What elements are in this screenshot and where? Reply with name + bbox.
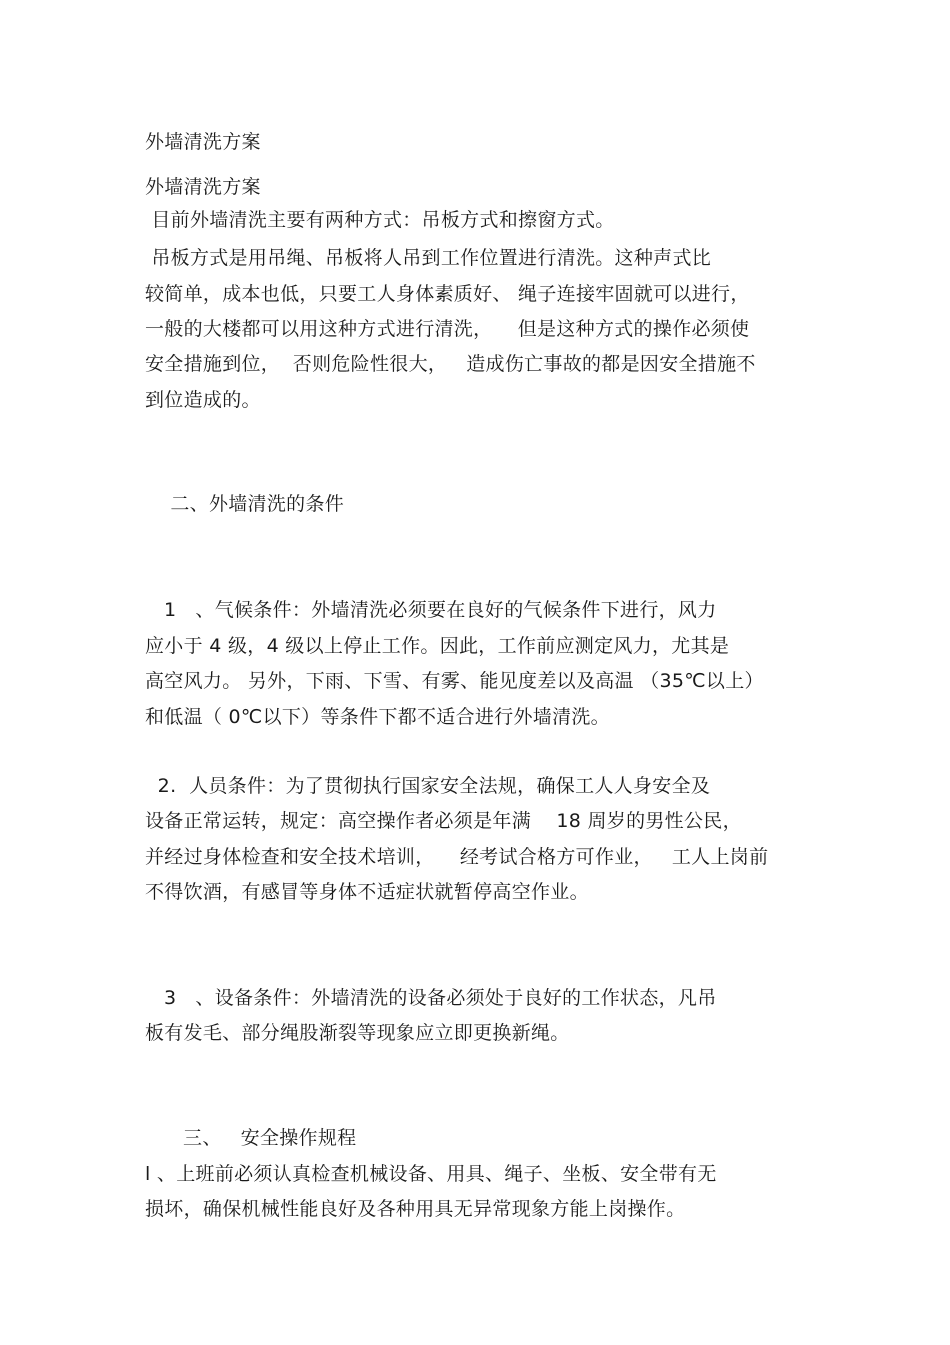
paragraph-line: 一般的大楼都可以用这种方式进行清洗， 但是这种方式的操作必须使 bbox=[145, 318, 750, 340]
paragraph-line: 较简单，成本也低，只要工人身体素质好、 绳子连接牢固就可以进行， bbox=[145, 283, 750, 305]
section-heading: 外墙清洗方案 bbox=[145, 176, 261, 198]
paragraph-line: 吊板方式是用吊绳、吊板将人吊到工作位置进行清洗。这种声式比 bbox=[145, 247, 712, 269]
section-heading: 二、外墙清洗的条件 bbox=[145, 493, 345, 515]
paragraph-line: 1 、气候条件：外墙清洗必须要在良好的气候条件下进行，风力 bbox=[145, 599, 717, 621]
document-title: 外墙清洗方案 bbox=[145, 131, 261, 153]
paragraph-line: 和低温（ 0℃以下）等条件下都不适合进行外墙清洗。 bbox=[145, 706, 610, 728]
paragraph-line: 目前外墙清洗主要有两种方式：吊板方式和擦窗方式。 bbox=[145, 209, 615, 231]
paragraph-line: 安全措施到位， 否则危险性很大， 造成伤亡事故的都是因安全措施不 bbox=[145, 353, 756, 375]
paragraph-line: 并经过身体检查和安全技术培训， 经考试合格方可作业， 工人上岗前 bbox=[145, 846, 769, 868]
paragraph-line: 高空风力。 另外，下雨、下雪、有雾、能见度差以及高温 （35℃以上） bbox=[145, 670, 764, 692]
paragraph-line: 不得饮酒，有感冒等身体不适症状就暂停高空作业。 bbox=[145, 881, 589, 903]
paragraph-line: 到位造成的。 bbox=[145, 389, 261, 411]
paragraph-line: 损坏，确保机械性能良好及各种用具无异常现象方能上岗操作。 bbox=[145, 1198, 686, 1220]
paragraph-line: 3 、设备条件：外墙清洗的设备必须处于良好的工作状态，凡吊 bbox=[145, 987, 717, 1009]
paragraph-line: 设备正常运转，规定：高空操作者必须是年满 18 周岁的男性公民， bbox=[145, 810, 742, 832]
paragraph-line: 板有发毛、部分绳股渐裂等现象应立即更换新绳。 bbox=[145, 1022, 570, 1044]
paragraph-line: 应小于 4 级，4 级以上停止工作。因此，工作前应测定风力，尤其是 bbox=[145, 635, 730, 657]
section-heading: 三、 安全操作规程 bbox=[145, 1127, 357, 1149]
paragraph-line: 2. 人员条件：为了贯彻执行国家安全法规，确保工人人身安全及 bbox=[145, 775, 711, 797]
paragraph-line: l 、上班前必须认真检查机械设备、用具、绳子、坐板、安全带有无 bbox=[145, 1163, 717, 1185]
